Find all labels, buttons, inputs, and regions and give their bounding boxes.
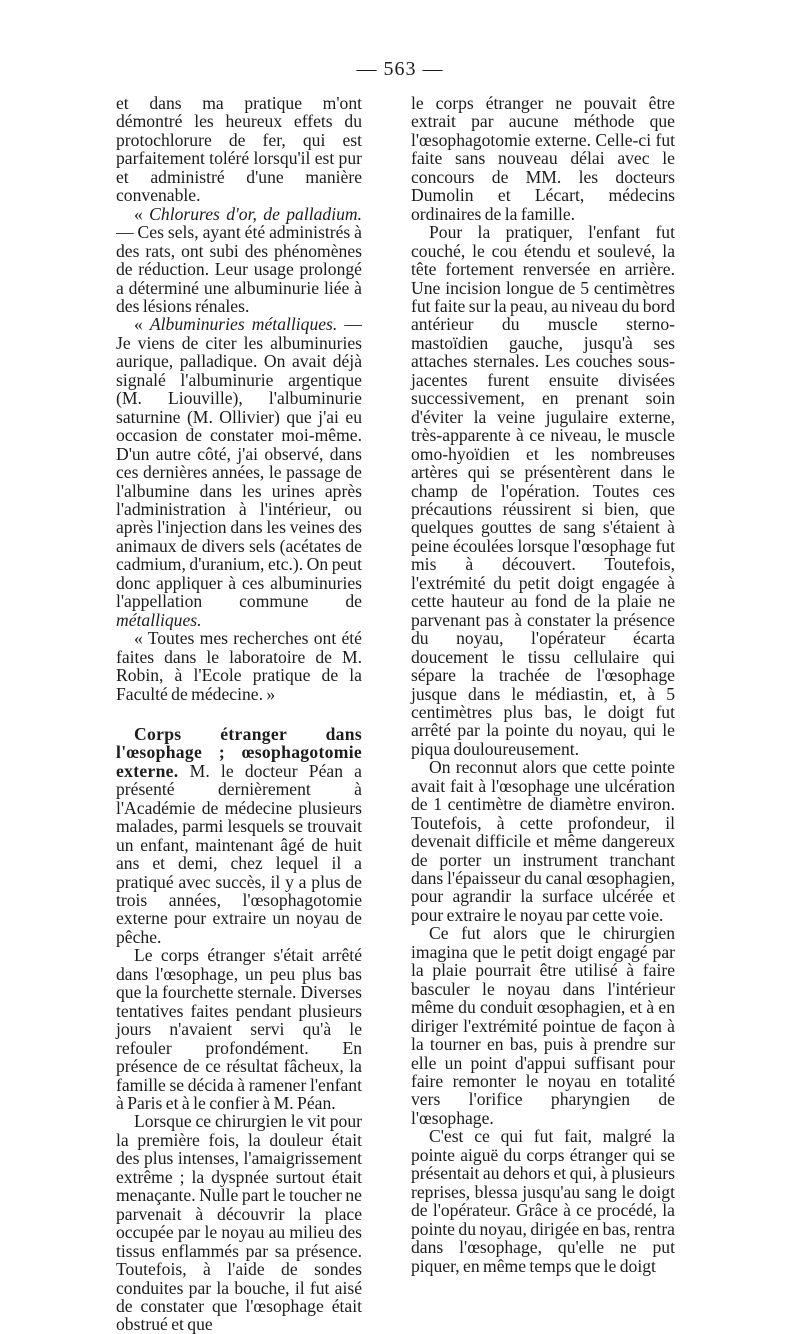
- quote-mark: «: [134, 203, 150, 224]
- article-heading: Corps étranger dans l'œsophage ; œsophagotomie externe.: [116, 723, 362, 781]
- section-title-chlorures: Chlorures d'or, de palladium.: [149, 203, 362, 224]
- paragraph-extraction-finale: C'est ce qui fut fait, malgré la pointe aiguë du corps étranger qui se présentait au dehors et qui, à plusieurs reprises, blessa jusqu'au sang le doigt de l'opérateur. Grâce à ce procédé, la pointe du noyau, dirigée en bas, rentra dans l'œsophage, qu'elle ne put piquer, en même temps que le doigt: [411, 1126, 675, 1276]
- paragraph-bascule: Ce fut alors que le chirurgien imagina que le petit doigt engagé par la plaie pourrait être utilisé à faire basculer le noyau dans l'intérieur même du conduit œsophagien, et à en diriger l'extrémité pointue de façon à la tourner en bas, puis à prendre sur elle un point d'appui suffisant pour faire remonter le noyau en totalité vers l'orifice pharyngien de l'œsophage.: [411, 923, 675, 1128]
- page-number: — 563 —: [356, 58, 444, 80]
- paragraph-ulceration: On reconnut alors que cette pointe avait fait à l'œsophage une ulcération de 1 centimètre de diamètre environ. Toutefois, à cette profondeur, il devenait difficile et même dangereux de porter un instrument tranchant dans l'épaisseur du canal œsophagien, pour agrandir la surface ulcérée et pour extraire le noyau par cette voie.: [411, 757, 675, 925]
- section-title-albuminuries: Albuminuries métalliques.: [149, 314, 338, 335]
- paragraph-corps-etranger: [116, 725, 362, 946]
- paragraph-chlorures: [116, 205, 362, 316]
- paragraph-arret-oesophage: Le corps étranger s'était arrêté dans l'œsophage, un peu plus bas que la fourchette sternale. Diverses tentatives faites pendant plusieurs jours n'avaient servi qu'à le refouler profondément. En présence de ce résultat fâcheux, la famille se décida à ramener l'enfant à Paris et à le confier à M. Péan.: [116, 945, 362, 1114]
- quote-mark: «: [134, 314, 150, 335]
- paragraph-protochlorure: et dans ma pratique m'ont démontré les heureux effets du protochlorure de fer, qui est parfaitement toléré lorsqu'il est pur et administré d'une manière convenable.: [116, 93, 362, 206]
- section-spacer: [116, 703, 362, 725]
- paragraph-extraction: le corps étranger ne pouvait être extrait par aucune méthode que l'œsophagotomie externe. Celle-ci fut faite sans nouveau délai avec le concours de MM. les docteurs Dumolin et Lécart, médecins ordinaires de la famille.: [411, 93, 675, 224]
- paragraph-albuminuries-text: — Je viens de citer les albuminuries aurique, palladique. On avait déjà signalé l'albuminurie argentique (M. Liouville), l'albuminurie saturnine (M. Ollivier) que j'ai eu occasion de constater moi-même. D'un autre côté, j'ai observé, dans ces dernières années, le passage de l'albumine dans les urines après l'administration à l'intérieur, ou après l'injection dans les veines des animaux de divers sels (acétates de cadmium, d'uranium, etc.). On peut donc appliquer à ces albuminuries l'appellation commune de: [116, 314, 362, 612]
- paragraph-albuminuries: [116, 315, 362, 629]
- paragraph-chlorures-text: — Ces sels, ayant été administrés à des rats, ont subi des phénomènes de réduction. Leur usage prolongé a déterminé une albuminurie liée à des lésions rénales.: [116, 222, 362, 316]
- italic-term-metalliques: métalliques.: [116, 609, 202, 630]
- paragraph-operation: Pour la pratiquer, l'enfant fut couché, le cou étendu et soulevé, la tête fortement renversée en arrière. Une incision longue de 5 centimètres fut faite sur la peau, au niveau du bord antérieur du muscle sterno-mastoïdien gauche, jusqu'à ses attaches sternales. Les couches sous-jacentes furent ensuite divisées successivement, en prenant soin d'éviter la veine jugulaire externe, très-apparente à ce niveau, le muscle omo-hyoïdien et les nombreuses artères qui se présentèrent dans le champ de l'opération. Toutes ces précautions réussirent si bien, que quelques gouttes de sang s'étaient à peine écoulées lorsque l'œsophage fut mis à découvert. Toutefois, l'extrémité du petit doigt engagée à cette hauteur au fond de la plaie ne parvenant pas à constater la présence du noyau, l'opérateur écarta doucement le tissu cellulaire qui sépare la trachée de l'œsophage jusque dans le médiastin, et, à 5 centimètres plus bas, le doigt fut arrêté par la pointe du noyau, qui le piqua douloureusement.: [411, 222, 675, 759]
- left-column: [116, 94, 362, 1334]
- right-column: [411, 94, 675, 1275]
- article-intro-text: M. le docteur Péan a présenté dernièrement à l'Académie de médecine plusieurs malades, parmi lesquels se trouvait un enfant, maintenant âgé de huit ans et demi, chez lequel il a pratiqué avec succès, il y a plus de trois années, l'œsophagotomie externe pour extraire un noyau de pêche.: [116, 760, 362, 947]
- paragraph-chirurgien: Lorsque ce chirurgien le vit pour la première fois, la douleur était des plus intenses, l'amaigrissement extrême ; la dyspnée surtout était menaçante. Nulle part le toucher ne parvenait à découvrir la place occupée par le noyau au milieu des tissus enflammés par sa présence. Toutefois, à l'aide de sondes conduites par la bouche, il fut aisé de constater que l'œsophage était obstrué et que: [116, 1111, 362, 1334]
- paragraph-recherches: « Toutes mes recherches ont été faites dans le laboratoire de M. Robin, à l'Ecole pratique de la Faculté de médecine. »: [116, 628, 362, 704]
